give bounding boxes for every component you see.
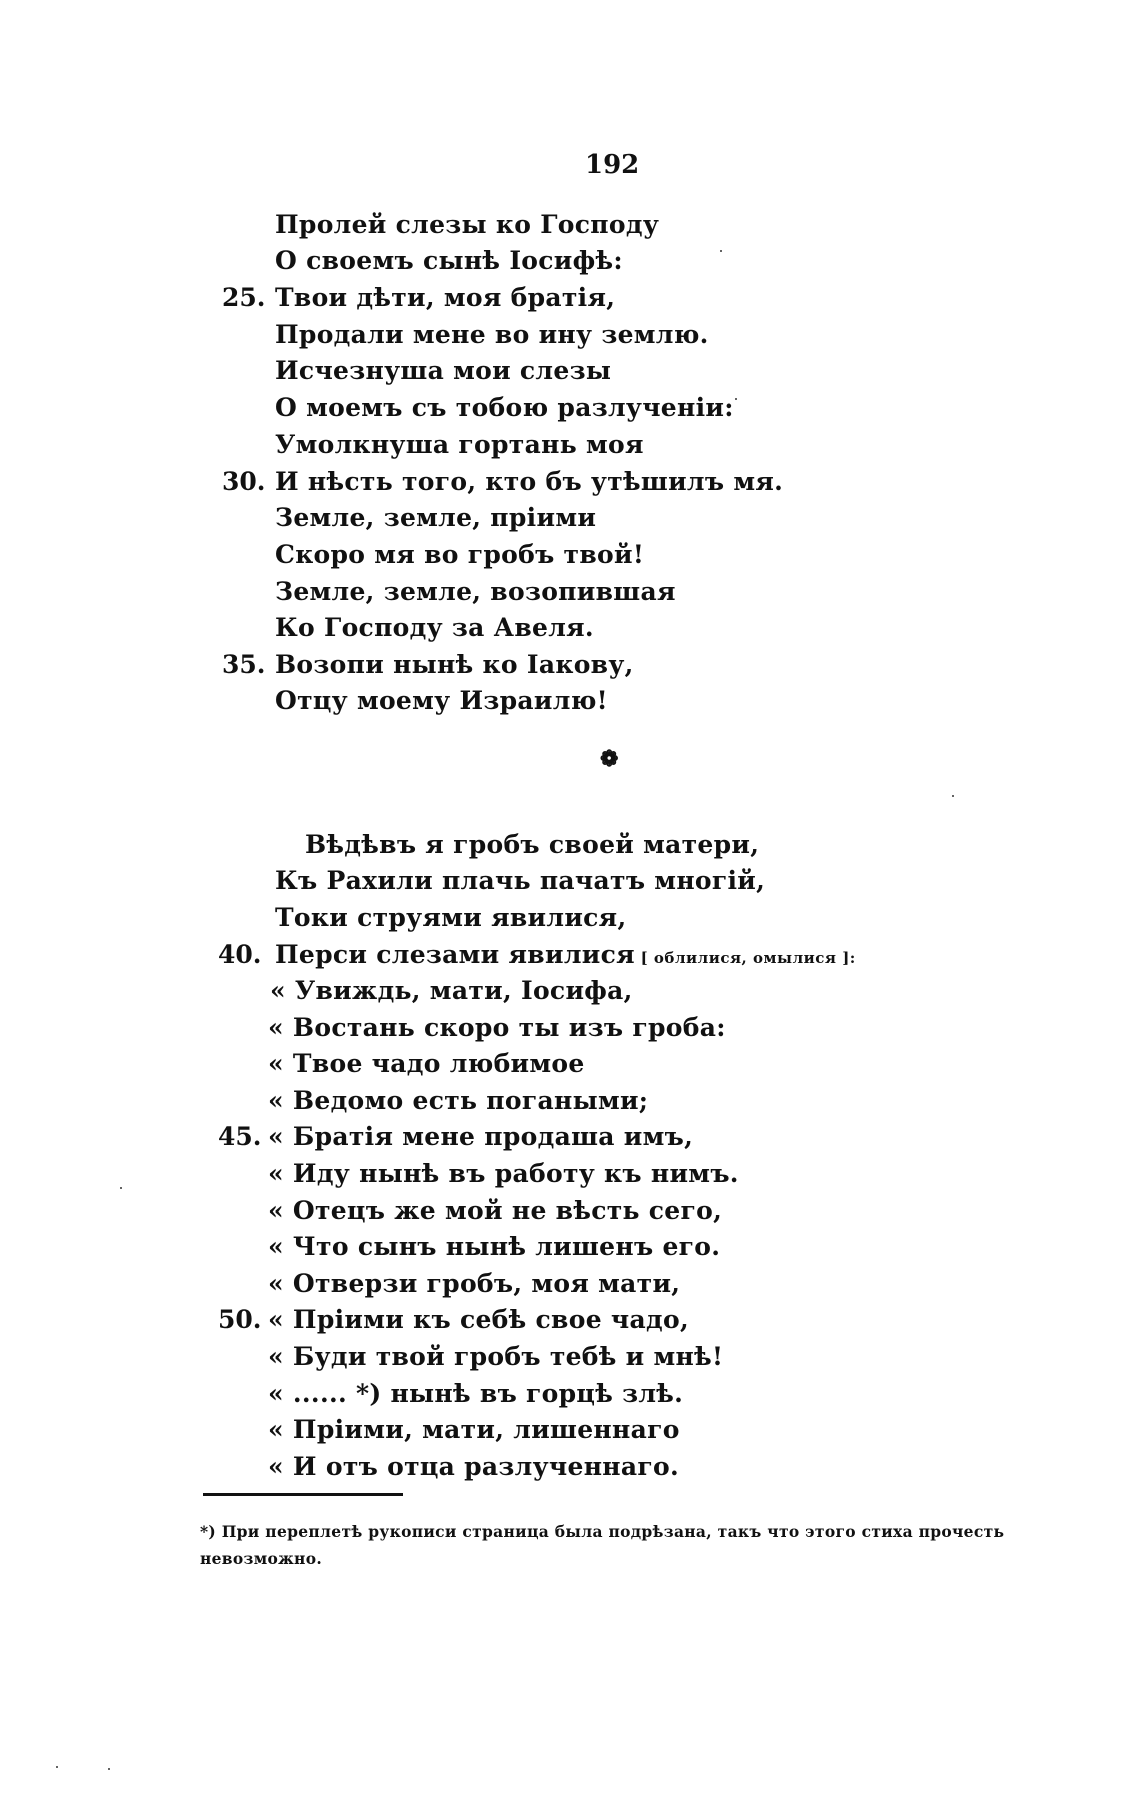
scan-speck [120,1187,122,1189]
verse-line [275,246,623,275]
verse-text: Земле, земле, пріими [275,503,597,532]
verse-line [275,686,608,715]
verse-line [275,650,634,679]
verse-text: « Буди твой гробъ тебѣ и мнѣ! [268,1342,724,1371]
line-number: 50. [218,1305,262,1334]
verse-text: Вѣдѣвъ я гробъ своей матери, [305,830,760,859]
line-number: 25. [222,283,266,312]
verse-line [275,210,659,239]
verse-line [270,976,633,1005]
verse-text: Перси слезами явилися [275,940,635,969]
verse-text: Токи струями явилися, [275,903,627,932]
verse-line [275,393,734,422]
verse-line [275,613,594,642]
verse-text: « Отверзи гробъ, моя мати, [268,1269,681,1298]
verse-text: Ко Господу за Авеля. [275,613,594,642]
verse-line [275,356,611,385]
verse-line [268,1086,648,1115]
verse-text: « Пріими, мати, лишеннаго [268,1415,680,1444]
verse-text: « Востань скоро ты изъ гроба: [268,1013,726,1042]
verse-text: Отцу моему Израилю! [275,686,608,715]
verse-line [275,940,856,969]
verse-line [268,1196,722,1225]
verse-text: Возопи нынѣ ко Іакову, [275,650,634,679]
verse-text: Исчезнуша мои слезы [275,356,612,385]
verse-text: « Ведомо есть погаными; [268,1086,649,1115]
scan-speck [108,1768,110,1770]
verse-text: И нѣсть того, кто бъ утѣшилъ мя. [275,467,784,496]
gloss-note: [ облилися, омылися ]: [634,949,856,967]
verse-text: « Твое чадо любимое [268,1049,585,1078]
footnote-rule [203,1493,403,1496]
line-number: 45. [218,1122,262,1151]
verse-text: « Братія мене продаша имъ, [268,1122,694,1151]
verse-line [275,503,596,532]
verse-line [275,467,783,496]
verse-text: « Увиждь, мати, Іосифа, [270,976,633,1005]
verse-line [275,430,644,459]
verse-line [305,830,759,859]
verse-line [268,1415,680,1444]
verse-text: Къ Рахили плачь пачатъ многій, [275,866,766,895]
verse-text: Пролей слезы ко Господу [275,210,660,239]
scan-speck [56,1766,58,1768]
verse-text: Скоро мя во гробъ твой! [275,540,645,569]
verse-text: Умолкнуша гортань моя [275,430,644,459]
verse-text: Земле, земле, возопившая [275,577,676,606]
verse-text: « Иду нынѣ въ работу къ нимъ. [268,1159,739,1188]
verse-text: « Что сынъ нынѣ лишенъ его. [268,1232,721,1261]
verse-text: « ...... *) нынѣ въ горцѣ злѣ. [268,1379,684,1408]
line-number: 30. [222,467,266,496]
verse-line [268,1379,683,1408]
verse-line [275,577,676,606]
verse-line [268,1013,726,1042]
scan-speck [735,398,737,400]
verse-line [275,866,765,895]
verse-line [268,1159,739,1188]
verse-text: « Пріими къ себѣ свое чадо, [268,1305,689,1334]
verse-text: « И отъ отца разлученнаго. [268,1452,679,1481]
scan-speck [952,795,954,797]
verse-line [268,1269,680,1298]
verse-line [275,320,709,349]
footnote: *) При переплетѣ рукописи страница была подрѣзана, такъ что этого стиха прочесть невозможно. [200,1522,1005,1568]
verse-text: Продали мене во ину землю. [275,320,709,349]
page-number: 192 [585,150,640,180]
verse-line [275,903,626,932]
section-separator: ❁ [600,746,619,772]
verse-line [268,1122,693,1151]
verse-text: Твои дѣти, моя братія, [275,283,616,312]
verse-line [268,1342,723,1371]
verse-line [275,540,644,569]
scan-speck [720,250,722,252]
verse-line [275,283,615,312]
verse-text: О своемъ сынѣ Іосифѣ: [275,246,623,275]
verse-text: О моемъ съ тобою разлученіи: [275,393,734,422]
line-number: 40. [218,940,262,969]
verse-line [268,1232,720,1261]
verse-text: « Отецъ же мой не вѣсть сего, [268,1196,723,1225]
verse-line [268,1452,679,1481]
verse-line [268,1305,689,1334]
verse-line [268,1049,585,1078]
line-number: 35. [222,650,266,679]
